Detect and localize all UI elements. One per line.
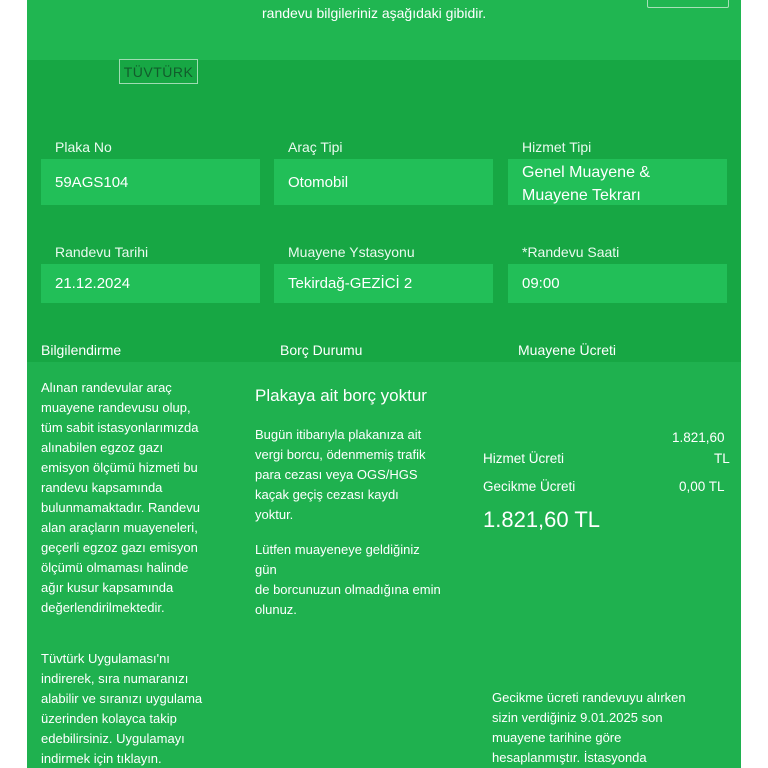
details-band: [27, 60, 741, 362]
header-band: [27, 0, 741, 60]
info-line: muayene randevusu olup,: [41, 400, 191, 415]
info-line: alınabilen egzoz gazı: [41, 440, 164, 455]
date-value: 21.12.2024: [55, 275, 131, 292]
app-line: edebilirsiniz. Uygulamayı: [41, 731, 185, 746]
vehicle-type-label: Araç Tipi: [288, 139, 343, 155]
info-line: ağır kusur kapsamında: [41, 580, 174, 595]
service-fee-label: Hizmet Ücreti: [483, 451, 565, 466]
vehicle-type-field: [274, 159, 493, 205]
time-field: [508, 264, 727, 303]
app-download-link[interactable]: [41, 649, 202, 768]
intro-text: randevu bilgileriniz aşağıdaki gibidir.: [262, 5, 487, 21]
app-line: üzerinden kolayca takip: [41, 711, 177, 726]
vehicle-type-value: Otomobil: [288, 173, 349, 191]
station-field: [274, 264, 493, 303]
service-type-line1: Genel Muayene &: [522, 164, 651, 181]
tuvturk-logo: TÜVTÜRK: [119, 59, 198, 84]
station-value: Tekirdağ-GEZİCİ 2: [288, 275, 413, 292]
debt-line: Bugün itibarıyla plakanıza ait: [255, 427, 422, 442]
debt-reminder: [255, 540, 441, 620]
reminder-line: Lütfen muayeneye geldiğiniz: [255, 542, 420, 557]
plate-field: [41, 159, 260, 205]
header-button[interactable]: [647, 0, 729, 8]
info-line: alan araçların muayeneleri,: [41, 520, 198, 535]
service-type-label: Hizmet Tipi: [522, 139, 592, 155]
date-label: Randevu Tarihi: [55, 244, 149, 260]
late-fee-value: 0,00 TL: [679, 479, 725, 494]
debt-line: vergi borcu, ödenmemiş trafik: [255, 447, 426, 462]
date-field: [41, 264, 260, 303]
app-line: alabilir ve sıranızı uygulama: [41, 691, 203, 706]
service-type-field: [508, 159, 727, 205]
info-line: emisyon ölçümü hizmeti bu: [41, 460, 198, 475]
time-value: 09:00: [522, 275, 560, 292]
info-paragraph: [41, 378, 200, 618]
app-line: indirerek, sıra numaranızı: [41, 671, 189, 686]
reminder-line: olunuz.: [255, 602, 297, 617]
reminder-line: de borcunuzun olmadığına emin: [255, 582, 441, 597]
plate-label: Plaka No: [55, 139, 112, 155]
plate-value: 59AGS104: [55, 173, 129, 191]
debt-paragraph: [255, 425, 426, 525]
info-line: Alınan randevular araç: [41, 380, 172, 395]
debt-line: yoktur.: [255, 507, 294, 522]
debt-line: para cezası veya OGS/HGS: [255, 467, 418, 482]
note-line: muayene tarihine göre: [492, 730, 622, 745]
station-label: Muayene Ystasyonu: [288, 244, 415, 260]
info-line: tüm sabit istasyonlarımızda: [41, 420, 199, 435]
note-line: Gecikme ücreti randevuyu alırken: [492, 690, 686, 705]
app-line: indirmek için tıklayın.: [41, 751, 162, 766]
debt-headline: Plakaya ait borç yoktur: [255, 386, 427, 405]
app-line: Tüvtürk Uygulaması'nı: [41, 651, 170, 666]
debt-line: kaçak geçiş cezası kaydı: [255, 487, 399, 502]
appointment-panel: [27, 0, 741, 768]
note-line: hesaplanmıştır. İstasyonda: [492, 750, 647, 765]
info-line: geçerli egzoz gazı emisyon: [41, 540, 198, 555]
debt-title: Borç Durumu: [280, 342, 363, 358]
service-type-line2: Muayene Tekrarı: [522, 187, 641, 204]
total-fee: 1.821,60 TL: [483, 507, 601, 532]
service-fee-value-amount: 1.821,60: [672, 430, 725, 445]
info-line: randevu kapsamında: [41, 480, 163, 495]
late-fee-label: Gecikme Ücreti: [483, 479, 576, 494]
time-label: *Randevu Saati: [522, 244, 620, 260]
info-title: Bilgilendirme: [41, 342, 122, 358]
note-line: sizin verdiğiniz 9.01.2025 son: [492, 710, 663, 725]
late-fee-note: [492, 688, 686, 768]
info-line: değerlendirilmektedir.: [41, 600, 165, 615]
reminder-line: gün: [255, 562, 277, 577]
info-line: ölçümü olmaması halinde: [41, 560, 189, 575]
service-fee-value-currency: TL: [714, 451, 730, 466]
fee-title: Muayene Ücreti: [518, 342, 617, 358]
info-line: bulunmamaktadır. Randevu: [41, 500, 200, 515]
